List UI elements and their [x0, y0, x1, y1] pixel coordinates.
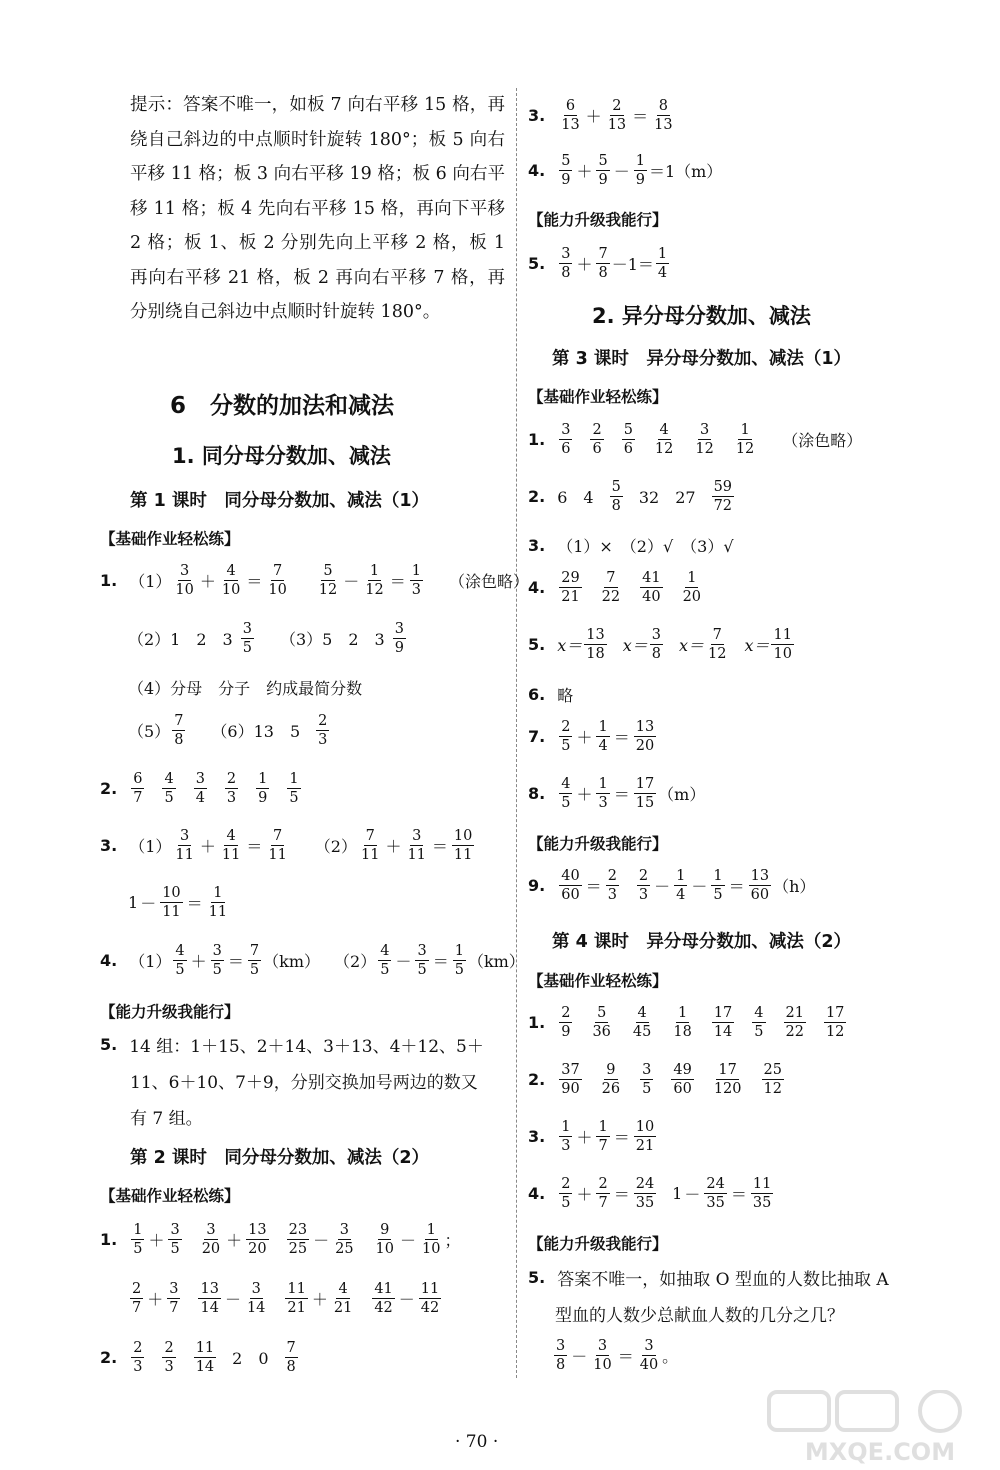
q1-5-line1: 5. 14 组：1＋15、2＋14、3＋13、4＋12、5＋ — [100, 1035, 484, 1057]
l3-9-line: 9. $\frac{40}{60}$ ＝ $\frac{2}{3}$ $\frac{2}{3}$ － $\frac{1}{4}$ － $\frac{1}{5}$ ＝ $\frac{13}{60}$ （h） — [528, 868, 816, 903]
chapter-title: 分数的加法和减法 — [210, 393, 395, 419]
l3-4-line: 4. $\frac{29}{21}$ $\frac{7}{22}$ $\frac{41}{40}$ $\frac{1}{20}$ — [528, 570, 702, 605]
fraction: $\frac{7}{10}$ — [268, 563, 287, 598]
l4-3-line: 3. $\frac{1}{3}$ ＋ $\frac{1}{7}$ ＝ $\frac{10}{21}$ — [528, 1119, 655, 1154]
chapter-heading — [170, 387, 394, 420]
r5-line: 5. $\frac{3}{8}$ ＋ $\frac{7}{8}$ －1＝ $\frac{1}{4}$ — [528, 246, 668, 281]
section-heading-2: 2. 异分母分数加、减法 — [592, 304, 811, 328]
fraction: $\frac{2}{3}$ — [318, 713, 328, 748]
q2-1-line1: 1. $\frac{1}{5}$ ＋ $\frac{3}{5}$ $\frac{3}{20}$ ＋ $\frac{13}{20}$ $\frac{23}{25}$ － $\frac{3}{25}$ $\frac{9}{10}$ － $\frac{1}{10}$ ； — [100, 1222, 461, 1257]
q1-3-line1: 3. （1） $\frac{3}{11}$ ＋ $\frac{4}{11}$ ＝ $\frac{7}{11}$ （2） $\frac{7}{11}$ ＋ $\frac{3}{11}$ ＝ $\frac{10}{11}$ — [100, 828, 473, 863]
hint-paragraph: 提示：答案不唯一，如板 7 向右平移 15 格，再绕自己斜边的中点顺时针旋转 180°；板 5 向右平移 11 格；板 3 向右平移 19 格；板 6 向右平移 11 格；板 4 先向右平移 15 格，再向下平移 2 格；板 1、板 2 分别先向上平移 2 格，板 1 再向右平移 21 格，板 2 再向右平移 7 格，再分别绕自己斜边中点顺时针旋转 180°。 — [130, 95, 505, 322]
question-number: 5. — [528, 635, 546, 654]
l4-5-line3: $\frac{3}{8}$ － $\frac{3}{10}$ ＝ $\frac{3}{40}$ 。 — [556, 1338, 679, 1373]
l3-1-line: 1. $\frac{3}{6}$ $\frac{2}{6}$ $\frac{5}{6}$ $\frac{4}{12}$ $\frac{3}{12}$ $\frac{1}{12}$ （涂色略） — [528, 422, 863, 457]
ability-label-1: 【能力升级我能行】 — [100, 1003, 240, 1021]
question-number: 2. — [528, 1070, 546, 1089]
basic-practice-label-r1: 【基础作业轻松练】 — [528, 388, 668, 406]
fraction: $\frac{3}{10}$ — [175, 563, 194, 598]
fraction: $\frac{1}{5}$ — [289, 771, 299, 806]
q1-4-line: 4. （1） $\frac{4}{5}$ ＋ $\frac{3}{5}$ ＝ $\frac{7}{5}$ （km） （2） $\frac{4}{5}$ － $\frac{3}{5}$ ＝ $\frac{1}{5}$ （km） — [100, 943, 525, 978]
fraction: $\frac{1}{9}$ — [258, 771, 268, 806]
question-number: 3. — [100, 836, 118, 855]
fraction: $\frac{7}{8}$ — [174, 713, 184, 748]
r4-line: 4. $\frac{5}{9}$ ＋ $\frac{5}{9}$ － $\frac{1}{9}$ ＝1（m） — [528, 153, 723, 188]
basic-practice-label-2: 【基础作业轻松练】 — [100, 1187, 240, 1205]
question-number: 4. — [100, 951, 118, 970]
sub-label: （1） — [129, 572, 172, 591]
lesson-heading-1: 第 1 课时 同分母分数加、减法（1） — [130, 491, 430, 511]
fraction: $\frac{4}{10}$ — [221, 563, 241, 598]
watermark-logo-icon — [765, 1390, 995, 1466]
l4-2-line: 2. $\frac{37}{90}$ $\frac{9}{26}$ $\frac{3}{5}$ $\frac{49}{60}$ $\frac{17}{120}$ $\frac{25}{12}$ — [528, 1062, 782, 1097]
l4-4-line: 4. $\frac{2}{5}$ ＋ $\frac{2}{7}$ ＝ $\frac{24}{35}$ 1 － $\frac{24}{35}$ ＝ $\frac{11}{35}$ — [528, 1176, 772, 1211]
question-number: 3. — [528, 536, 546, 555]
question-number: 9. — [528, 876, 546, 895]
basic-practice-label: 【基础作业轻松练】 — [100, 530, 240, 548]
question-number: 4. — [528, 161, 546, 180]
l3-6-line: 6. 略 — [528, 685, 574, 705]
q2-1-line2: $\frac{2}{7}$ ＋ $\frac{3}{7}$ $\frac{13}{14}$ － $\frac{3}{14}$ $\frac{11}{21}$ ＋ $\frac{4}{21}$ $\frac{41}{42}$ － $\frac{11}{42}$ — [132, 1281, 440, 1316]
question-number: 8. — [528, 784, 546, 803]
question-number: 5. — [528, 1268, 546, 1287]
l3-3-line: 3. （1）× （2）√ （3）√ — [528, 536, 734, 556]
q1-3-line2: 1 － $\frac{10}{11}$ ＝ $\frac{1}{11}$ — [128, 885, 228, 920]
watermark-url: MXQE.COM — [804, 1438, 956, 1466]
l3-2-line: 2. 6 4 $\frac{5}{8}$ 32 27 $\frac{59}{72}$ — [528, 479, 733, 514]
page-number: · 70 · — [455, 1432, 499, 1452]
question-number: 5. — [528, 254, 546, 273]
question-number: 2. — [100, 779, 118, 798]
question-number: 2. — [100, 1348, 118, 1367]
ability-label-r3: 【能力升级我能行】 — [528, 1235, 668, 1253]
question-number: 1. — [100, 571, 118, 590]
fraction: $\frac{3}{5}$ — [242, 621, 252, 656]
column-divider — [516, 88, 517, 1378]
question-number: 1. — [528, 430, 546, 449]
lesson-heading-3: 第 3 课时 异分母分数加、减法（1） — [552, 349, 852, 369]
question-number: 1. — [528, 1013, 546, 1032]
q1-5-line2: 11、6＋10、7＋9，分别交换加号两边的数又 — [130, 1073, 478, 1093]
section-heading-1: 1. 同分母分数加、减法 — [172, 444, 391, 468]
q1-1-line3: （4）分母 分子 约成最简分数 — [128, 679, 363, 698]
basic-practice-label-r2: 【基础作业轻松练】 — [528, 972, 668, 990]
question-number: 3. — [528, 1127, 546, 1146]
question-number: 4. — [528, 578, 546, 597]
r3-line: 3. $\frac{6}{13}$ ＋ $\frac{2}{13}$ ＝ $\frac{8}{13}$ — [528, 98, 673, 133]
ability-label-r2: 【能力升级我能行】 — [528, 835, 668, 853]
fraction: $\frac{3}{4}$ — [195, 771, 205, 806]
q1-5-line3: 有 7 组。 — [130, 1109, 203, 1129]
fraction: $\frac{1}{12}$ — [365, 563, 384, 598]
note: （涂色略） — [448, 572, 529, 591]
question-number: 6. — [528, 685, 546, 704]
chapter-number: 6 — [170, 393, 187, 419]
fraction: $\frac{4}{5}$ — [164, 771, 174, 806]
fraction: $\frac{6}{7}$ — [133, 771, 143, 806]
question-number: 2. — [528, 487, 546, 506]
lesson-heading-2: 第 2 课时 同分母分数加、减法（2） — [130, 1148, 430, 1168]
fraction: $\frac{2}{3}$ — [226, 771, 237, 806]
l4-1-line: 1. $\frac{2}{9}$ $\frac{5}{36}$ $\frac{4}{45}$ $\frac{1}{18}$ $\frac{17}{14}$ $\frac{4}{5}$ $\frac{21}{22}$ $\frac{17}{12}$ — [528, 1005, 845, 1040]
q1-1-line4: （5） $\frac{7}{8}$ （6）13 5 $\frac{2}{3}$ — [128, 713, 328, 748]
question-number: 5. — [100, 1035, 118, 1054]
ability-label-r1: 【能力升级我能行】 — [528, 211, 668, 229]
q2-2-line: 2. $\frac{2}{3}$ $\frac{2}{3}$ $\frac{11}{14}$ 2 0 $\frac{7}{8}$ — [100, 1340, 296, 1375]
l4-5-line1: 5. 答案不唯一，如抽取 O 型血的人数比抽取 A — [528, 1268, 889, 1290]
q1-1-line2: （2）1 2 3 $\frac{3}{5}$ （3）5 2 3 $\frac{3}{9}$ — [128, 621, 404, 656]
l3-5-line: 5. x＝ $\frac{13}{18}$ x＝ $\frac{3}{8}$ x＝ $\frac{7}{12}$ x＝ $\frac{11}{10}$ — [528, 627, 792, 662]
fraction: $\frac{5}{12}$ — [318, 563, 338, 598]
q1-2-line — [100, 771, 303, 806]
question-number: 1. — [100, 1230, 118, 1249]
q1-1-line1: 1. （1） $\frac{3}{10}$ ＋ $\frac{4}{10}$ ＝ $\frac{7}{10}$ $\frac{5}{12}$ － $\frac{1}{12}$ ＝ $\frac{1}{3}$ （涂色略） — [100, 563, 529, 598]
question-number: 7. — [528, 727, 546, 746]
lesson-heading-4: 第 4 课时 异分母分数加、减法（2） — [552, 932, 852, 952]
fraction: $\frac{3}{9}$ — [394, 621, 404, 656]
question-number: 4. — [528, 1184, 546, 1203]
l3-8-line: 8. $\frac{4}{5}$ ＋ $\frac{1}{3}$ ＝ $\frac{17}{15}$ （m） — [528, 776, 706, 811]
question-number: 3. — [528, 106, 546, 125]
l3-7-line: 7. $\frac{2}{5}$ ＋ $\frac{1}{4}$ ＝ $\frac{13}{20}$ — [528, 719, 655, 754]
l4-5-line2: 型血的人数少总献血人数的几分之几？ — [555, 1306, 844, 1326]
fraction: $\frac{1}{3}$ — [411, 563, 421, 598]
